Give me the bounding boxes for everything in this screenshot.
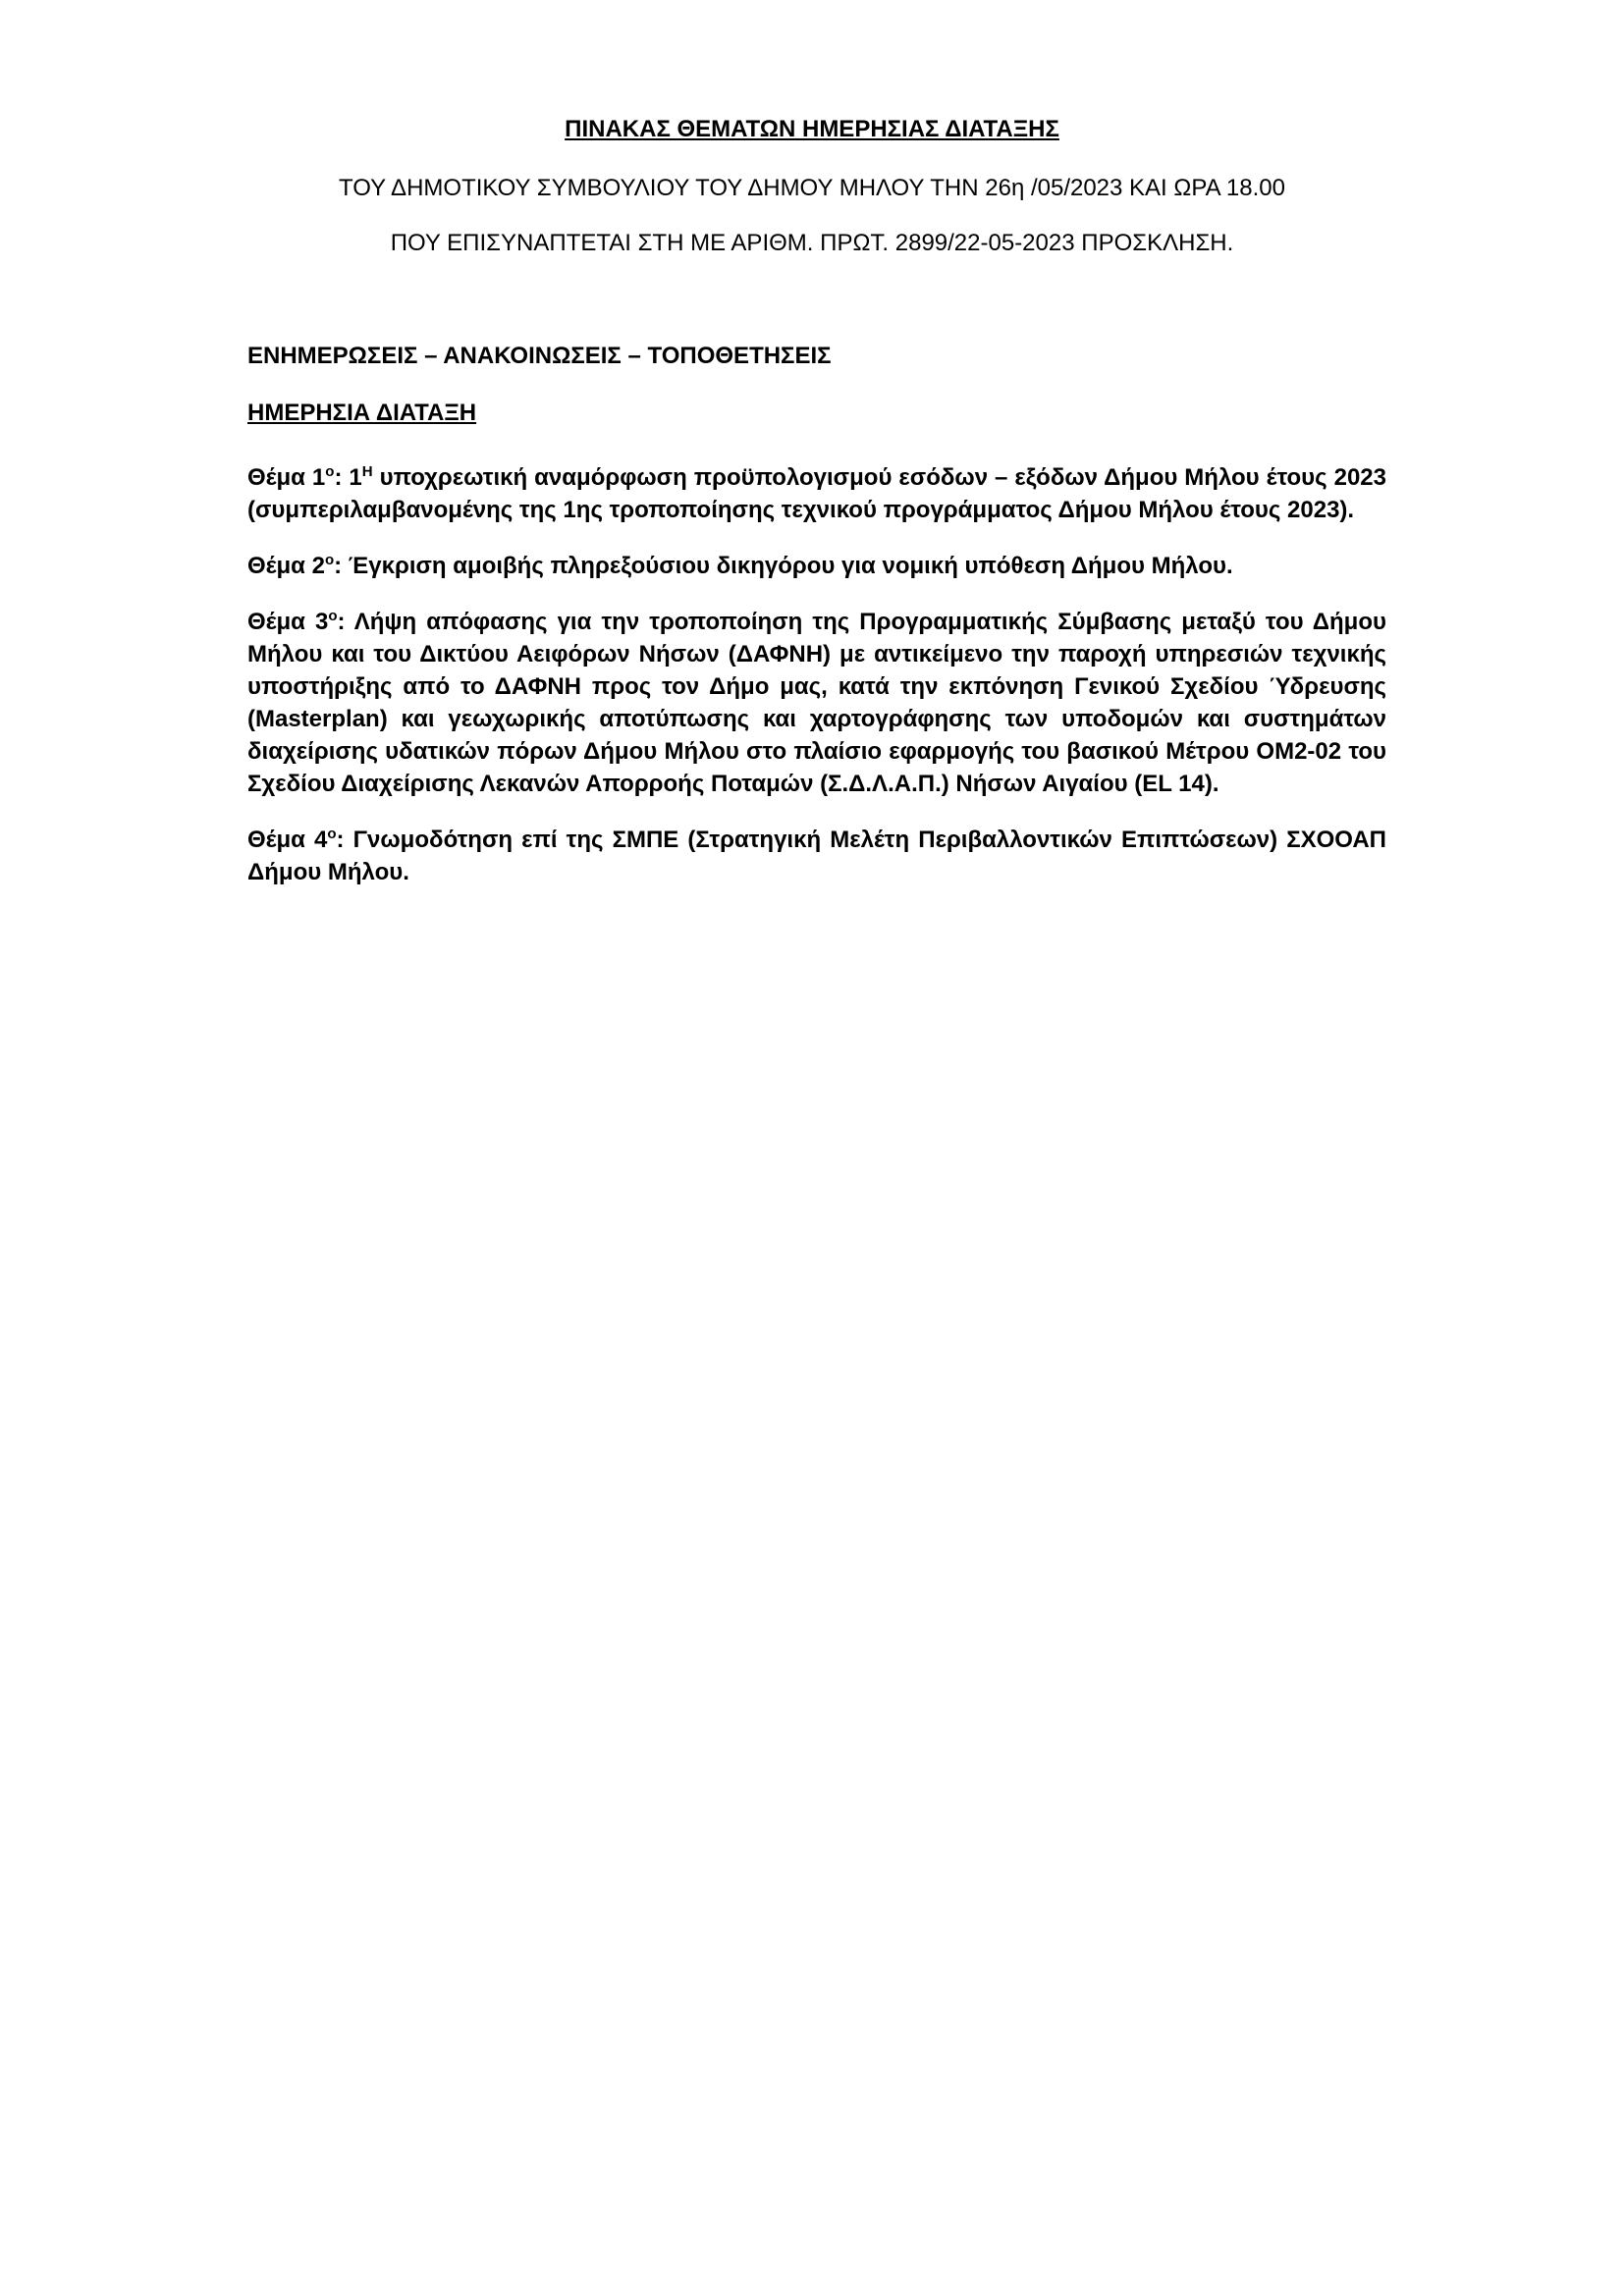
agenda-topic-3	[247, 606, 1386, 800]
topic-label: Θέμα 1	[247, 464, 326, 491]
topic-ordinal-suffix: Η	[361, 463, 373, 480]
topic-text-prefix: : 1	[334, 464, 362, 491]
topic-text: : Γνωμοδότηση επί της ΣΜΠΕ (Στρατηγική Μελέτη Περιβαλλοντικών Επιπτώσεων) ΣΧΟΟΑΠ Δήμου Μήλου.	[247, 827, 1386, 885]
topic-text: : Έγκριση αμοιβής πληρεξούσιου δικηγόρου για νομική υπόθεση Δήμου Μήλου.	[334, 553, 1233, 579]
announcements-heading: ΕΝΗΜΕΡΩΣΕΙΣ – ΑΝΑΚΟΙΝΩΣΕΙΣ – ΤΟΠΟΘΕΤΗΣΕΙΣ	[247, 343, 832, 369]
agenda-topic-4	[247, 824, 1386, 888]
topic-label: Θέμα 4	[247, 827, 328, 853]
topic-ordinal-suffix: ο	[325, 463, 335, 480]
agenda-topic-1	[247, 461, 1386, 526]
topic-ordinal-suffix: ο	[328, 608, 338, 624]
meeting-details-line: ΤΟΥ ΔΗΜΟΤΙΚΟΥ ΣΥΜΒΟΥΛΙΟΥ ΤΟΥ ΔΗΜΟΥ ΜΗΛΟΥ ΤΗΝ 26η /05/2023 ΚΑΙ ΩΡΑ 18.00	[339, 175, 1285, 201]
topic-ordinal-suffix: ο	[327, 826, 337, 842]
topic-text: : Λήψη απόφασης για την τροποποίηση της Προγραμματικής Σύμβασης μεταξύ του Δήμου Μήλου και του Δικτύου Αειφόρων Νήσων (ΔΑΦΝΗ) με αντικείμενο την παροχή υπηρεσιών τεχνικής υποστήριξης από το ΔΑΦΝΗ προς τον Δήμο μας, κατά την εκπόνηση Γενικού Σχεδίου Ύδρευσης (Masterplan) και γεωχωρικής αποτύπωσης και χαρτογράφησης των υποδομών και συστημάτων διαχείρισης υδατικών πόρων Δήμου Μήλου στο πλαίσιο εφαρμογής του βασικού Μέτρου ΟΜ2-02 του Σχεδίου Διαχείρισης Λεκανών Απορροής Ποταμών (Σ.Δ.Λ.Α.Π.) Νήσων Αιγαίου (EL 14).	[247, 609, 1386, 797]
topic-ordinal-suffix: ο	[324, 552, 335, 568]
agenda-topic-2	[247, 550, 1386, 582]
agenda-content	[247, 342, 1386, 888]
agenda-heading: ΗΜΕΡΗΣΙΑ ΔΙΑΤΑΞΗ	[247, 400, 477, 426]
topic-label: Θέμα 3	[247, 609, 329, 635]
topic-label: Θέμα 2	[247, 553, 325, 579]
document-title: ΠΙΝΑΚΑΣ ΘΕΜΑΤΩΝ ΗΜΕΡΗΣΙΑΣ ΔΙΑΤΑΞΗΣ	[565, 116, 1059, 142]
invitation-reference-line: ΠΟΥ ΕΠΙΣΥΝΑΠΤΕΤΑΙ ΣΤΗ ΜΕ ΑΡΙΘΜ. ΠΡΩΤ. 2899/22-05-2023 ΠΡΟΣΚΛΗΣΗ.	[390, 230, 1234, 256]
topic-text: υποχρεωτική αναμόρφωση προϋπολογισμού εσόδων – εξόδων Δήμου Μήλου έτους 2023 (συμπεριλαμβανομένης της 1ης τροποποίησης τεχνικού προγράμματος Δήμου Μήλου έτους 2023).	[247, 464, 1386, 523]
